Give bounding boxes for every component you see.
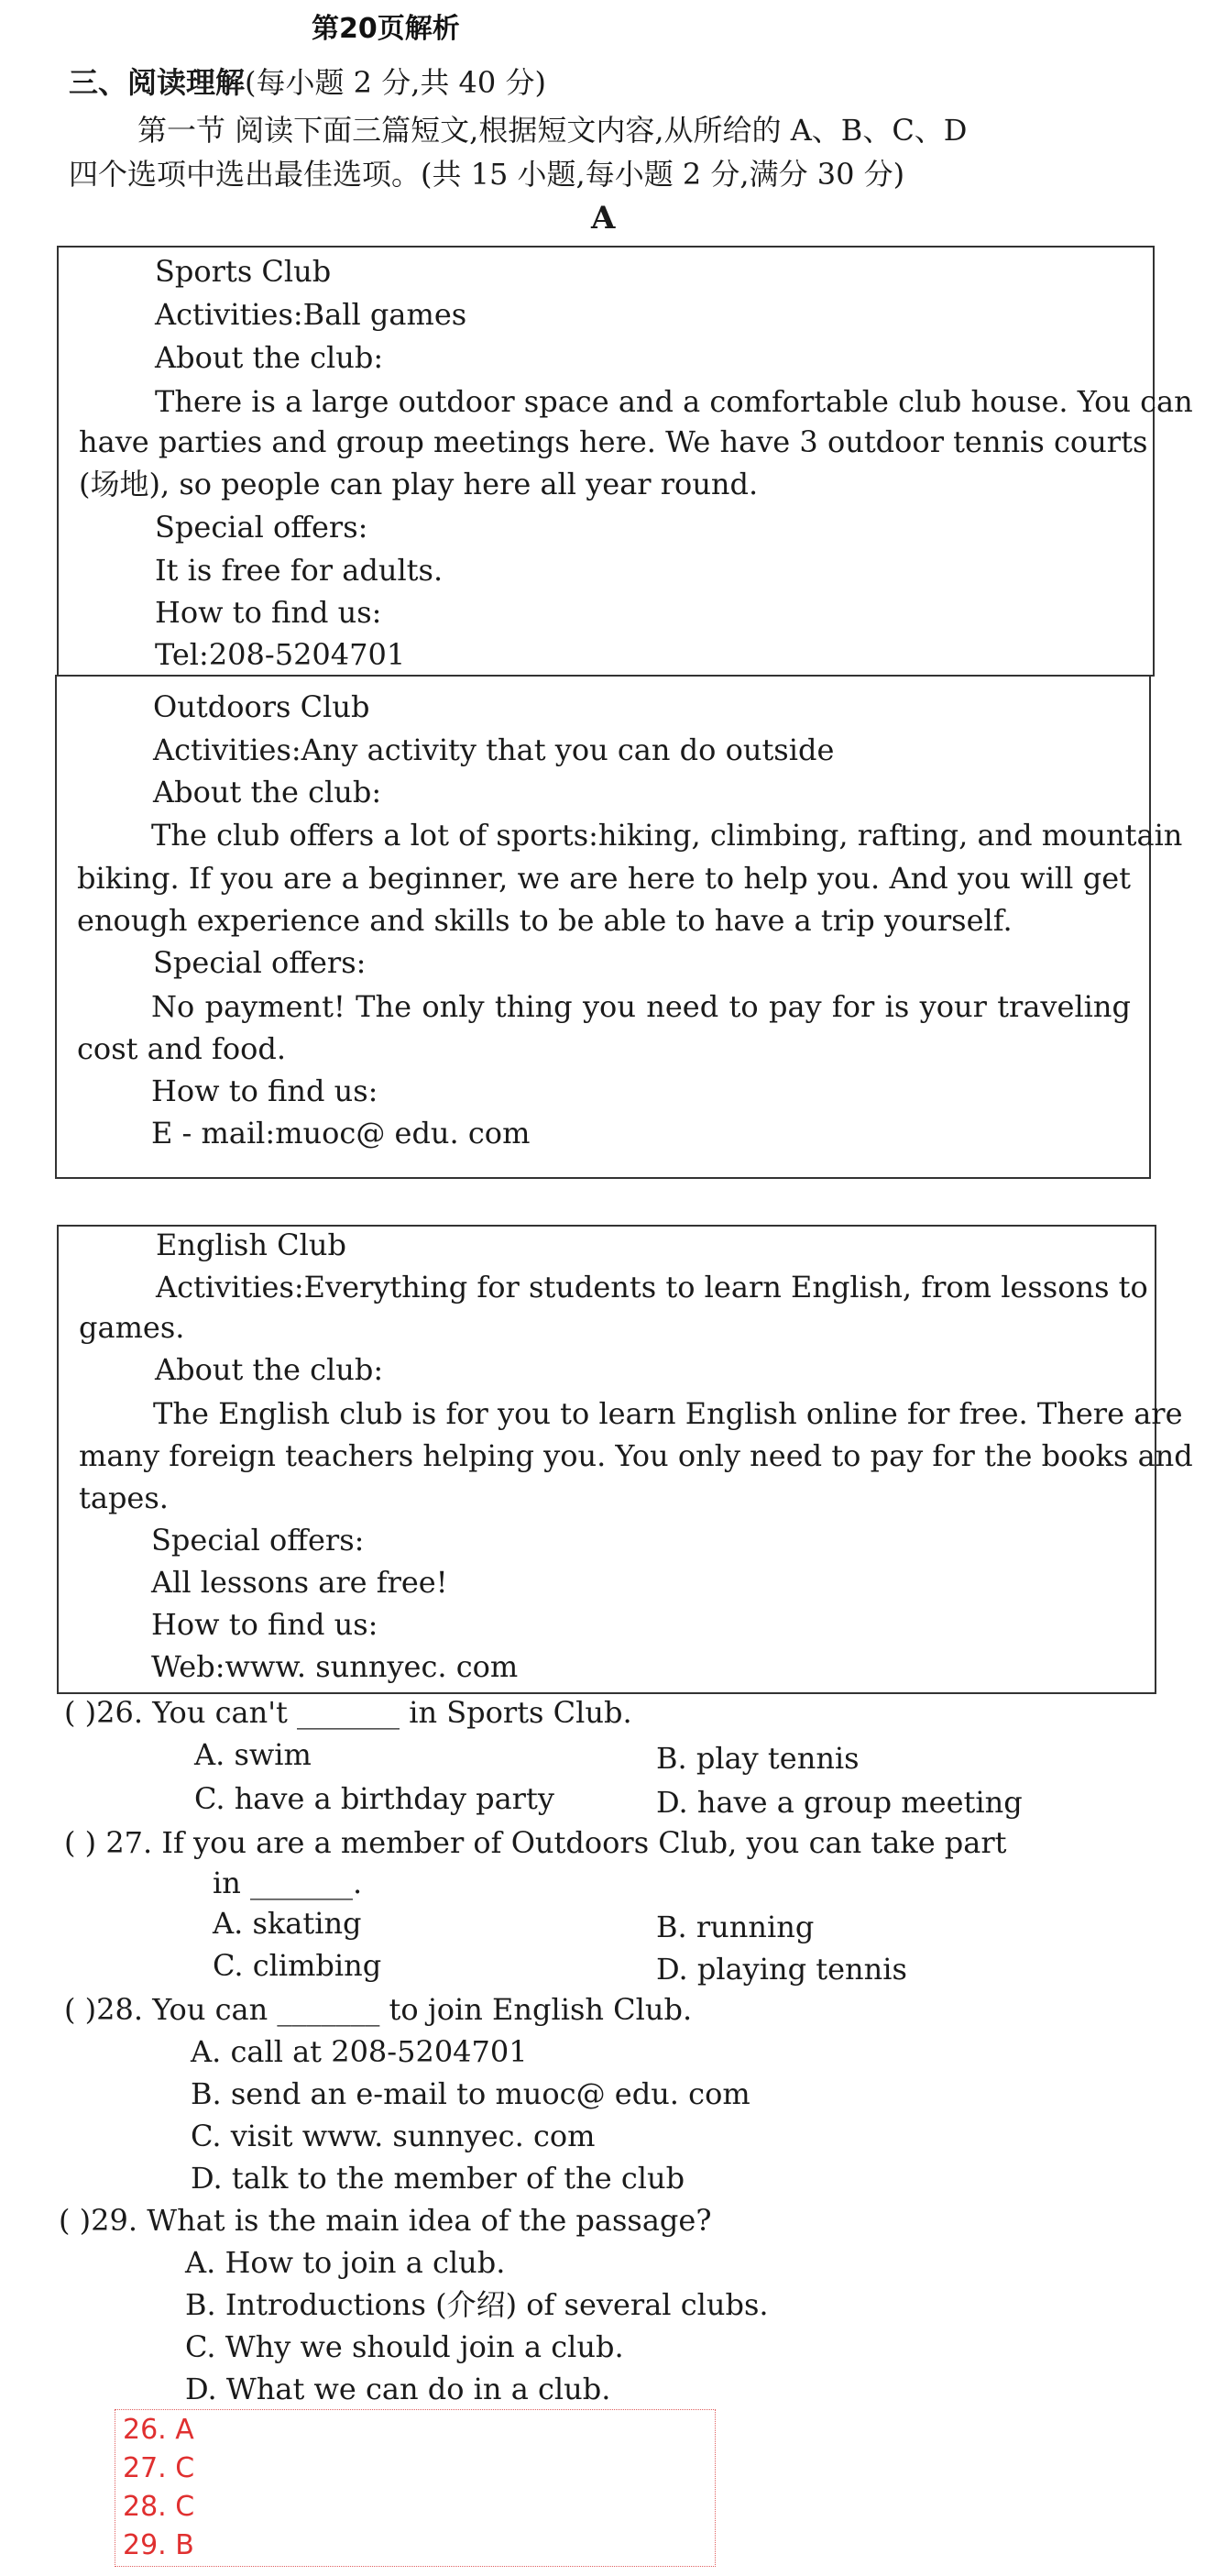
question-26-option-d: D. have a group meeting (656, 1785, 1023, 1820)
question-29-option-d: D. What we can do in a club. (185, 2372, 611, 2406)
contact: Tel:208-5204701 (155, 637, 406, 672)
section-heading-text: 三、阅读理解 (69, 65, 246, 100)
question-26-option-a: A. swim (194, 1737, 312, 1772)
about-line: biking. If you are a beginner, we are here to help you. And you will get (77, 861, 1131, 896)
find-label: How to find us: (151, 1607, 378, 1642)
club-activities: Activities:Any activity that you can do outside (153, 732, 835, 767)
about-line: enough experience and skills to be able to have a trip yourself. (77, 903, 1013, 938)
answer-28: 28. C (123, 2491, 195, 2523)
sports-club-box (57, 246, 1193, 677)
offers-line: No payment! The only thing you need to pay for is your traveling (151, 989, 1131, 1024)
answer-29: 29. B (123, 2529, 194, 2561)
about-line: There is a large outdoor space and a comfortable club house. You can (155, 384, 1193, 419)
about-line: have parties and group meetings here. We have 3 outdoor tennis courts (79, 424, 1148, 459)
section-heading-note: (每小题 2 分,共 40 分) (245, 65, 546, 100)
about-line: The club offers a lot of sports:hiking, climbing, rafting, and mountain (151, 818, 1183, 853)
club-activities: Activities:Everything for students to learn English, from lessons to (156, 1270, 1148, 1305)
about-line: The English club is for you to learn English online for free. There are (153, 1396, 1183, 1431)
question-27-stem-cont: in _______. (213, 1866, 363, 1900)
question-27-stem: ( ) 27. If you are a member of Outdoors Club, you can take part (64, 1825, 1007, 1860)
question-29-stem: ( )29. What is the main idea of the passage? (59, 2203, 712, 2238)
answer-key-box (115, 2409, 716, 2567)
contact: E - mail:muoc@ edu. com (151, 1116, 531, 1150)
about-label: About the club: (153, 775, 382, 809)
question-26-option-b: B. play tennis (656, 1741, 860, 1776)
offers-line: All lessons are free! (151, 1565, 448, 1600)
passage-letter: A (591, 200, 616, 237)
club-activities: games. (79, 1310, 185, 1345)
question-27-option-d: D. playing tennis (656, 1952, 907, 1987)
club-name: Outdoors Club (153, 689, 370, 724)
english-club-box (57, 1225, 1193, 1694)
question-29-option-b: B. Introductions (介绍) of several clubs. (185, 2287, 769, 2322)
page-title: 第20页解析 (312, 13, 460, 45)
offers-label: Special offers: (153, 945, 367, 980)
question-27-option-b: B. running (656, 1910, 815, 1944)
about-label: About the club: (155, 340, 384, 375)
find-label: How to find us: (151, 1073, 378, 1108)
question-29-option-c: C. Why we should join a club. (185, 2329, 624, 2364)
offers-line: cost and food. (77, 1031, 287, 1066)
question-27-option-c: C. climbing (213, 1948, 382, 1983)
question-28-option-a: A. call at 208-5204701 (191, 2034, 528, 2069)
offers-label: Special offers: (151, 1523, 365, 1558)
club-activities: Activities:Ball games (155, 297, 467, 332)
answer-26: 26. A (123, 2414, 194, 2446)
find-label: How to find us: (155, 595, 382, 630)
question-28-stem: ( )28. You can _______ to join English Club. (64, 1992, 693, 2027)
question-29-option-a: A. How to join a club. (185, 2245, 506, 2280)
question-28-option-c: C. visit www. sunnyec. com (191, 2119, 596, 2153)
about-line: many foreign teachers helping you. You only need to pay for the books and (79, 1438, 1193, 1473)
question-26-option-c: C. have a birthday party (194, 1781, 554, 1816)
club-name: Sports Club (155, 254, 332, 289)
club-name: English Club (156, 1227, 346, 1262)
offers-line: It is free for adults. (155, 553, 444, 588)
outdoors-club-box (55, 675, 1183, 1179)
answer-27: 27. C (123, 2452, 195, 2484)
instruction-line-1: 第一节 阅读下面三篇短文,根据短文内容,从所给的 A、B、C、D (137, 113, 968, 148)
question-28-option-d: D. talk to the member of the club (191, 2161, 685, 2196)
about-line: (场地), so people can play here all year round. (79, 467, 759, 501)
instruction-line-2: 四个选项中选出最佳选项。(共 15 小题,每小题 2 分,满分 30 分) (69, 157, 905, 192)
about-label: About the club: (155, 1352, 384, 1387)
about-line: tapes. (79, 1481, 169, 1515)
question-27-option-a: A. skating (213, 1906, 362, 1941)
question-26-stem: ( )26. You can't _______ in Sports Club. (64, 1695, 632, 1730)
offers-label: Special offers: (155, 510, 368, 545)
contact: Web:www. sunnyec. com (151, 1649, 519, 1684)
section-heading (69, 64, 546, 101)
question-28-option-b: B. send an e-mail to muoc@ edu. com (191, 2076, 750, 2111)
